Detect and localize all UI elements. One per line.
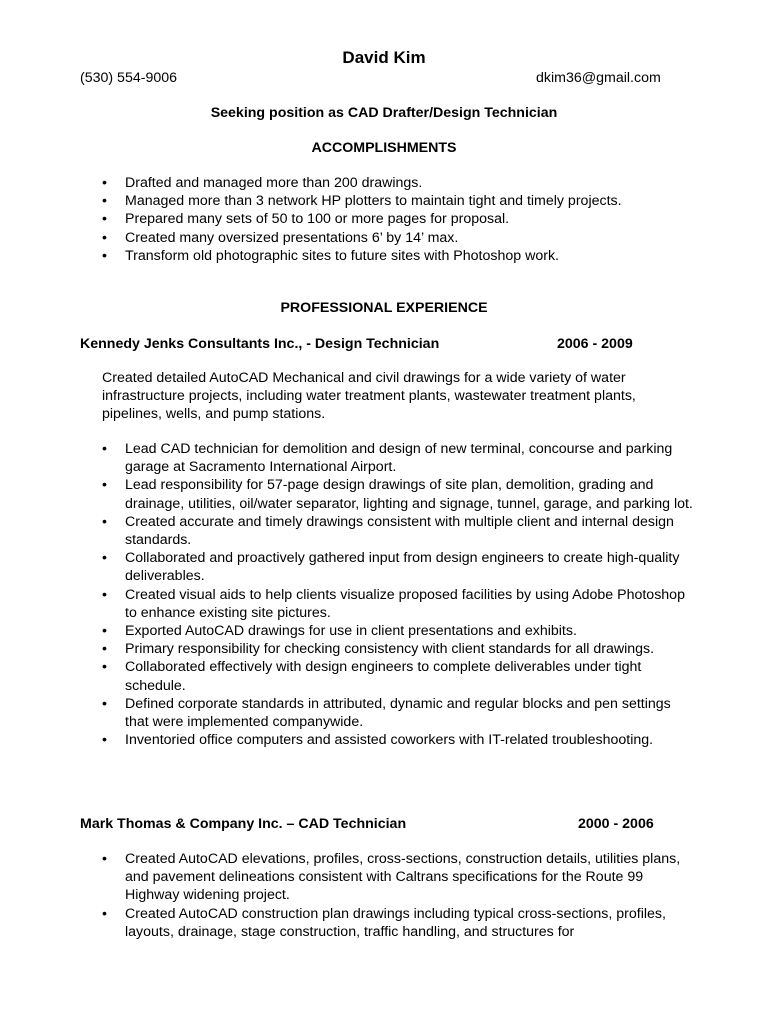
- list-item: • Inventoried office computers and assisted coworkers with IT-related troubleshooting.: [102, 732, 654, 749]
- job-title: Mark Thomas & Company Inc. – CAD Technician: [80, 816, 407, 832]
- list-item: • Created accurate and timely drawings consistent with multiple client and internal design standards.: [102, 513, 674, 549]
- list-item: • Lead responsibility for 57-page design drawings of site plan, demolition, grading and drainage, utilities, oil/water separator, lighting and signage, tunnel, garage, and parking lot.: [102, 477, 693, 512]
- bullet-icon: •: [102, 732, 107, 749]
- job-summary: Created detailed AutoCAD Mechanical and civil drawings for a wide variety of water infrastructure projects, including water treatment plants, wastewater treatment plants, pipelines, wells, and pump stations.: [102, 370, 636, 423]
- accomplishments-list: [0, 174, 695, 265]
- bullet-icon: •: [102, 211, 107, 228]
- bullet-icon: •: [102, 623, 107, 640]
- list-item: • Created AutoCAD elevations, profiles, cross-sections, construction details, utilities plans, and pavement delineations consistent with Caltrans specifications for the Route 99 Highway widening project.: [102, 851, 681, 904]
- job-title: Kennedy Jenks Consultants Inc., - Design Technician: [80, 336, 440, 352]
- list-item: • Exported AutoCAD drawings for use in client presentations and exhibits.: [102, 623, 577, 640]
- list-item: • Primary responsibility for checking consistency with client standards for all drawings.: [102, 641, 655, 658]
- list-item: • Collaborated and proactively gathered input from design engineers to create high-quality deliverables.: [102, 550, 680, 585]
- bullet-icon: •: [102, 550, 107, 567]
- bullet-icon: •: [102, 851, 107, 867]
- job-duties-list: [0, 850, 695, 941]
- list-item: • Transform old photographic sites to future sites with Photoshop work.: [102, 247, 559, 264]
- list-item: • Prepared many sets of 50 to 100 or more pages for proposal.: [102, 211, 510, 228]
- list-item: • Created AutoCAD construction plan drawings including typical cross-sections, profiles, layouts, drainage, stage construction, traffic handling, and structures for: [102, 905, 666, 940]
- bullet-icon: •: [102, 477, 107, 494]
- job-duties-list: [0, 440, 695, 749]
- job-dates: 2000 - 2006: [578, 816, 654, 832]
- bullet-icon: •: [102, 229, 107, 246]
- email-address: dkim36@gmail.com: [536, 70, 661, 86]
- bullet-icon: •: [102, 513, 107, 530]
- list-item: • Created visual aids to help clients visualize proposed facilities by using Adobe Photoshop to enhance existing site pictures.: [102, 586, 685, 621]
- bullet-icon: •: [102, 441, 107, 457]
- bullet-icon: •: [102, 641, 107, 658]
- bullet-icon: •: [102, 659, 107, 676]
- list-item: • Drafted and managed more than 200 drawings.: [102, 175, 423, 191]
- list-item: • Lead CAD technician for demolition and design of new terminal, concourse and parking garage at Sacramento International Airport.: [102, 441, 673, 476]
- objective: Seeking position as CAD Drafter/Design Technician: [210, 105, 558, 121]
- bullet-icon: •: [102, 586, 107, 603]
- list-item: • Collaborated effectively with design engineers to complete deliverables under tight schedule.: [102, 659, 642, 694]
- resume-name: David Kim: [342, 48, 426, 67]
- bullet-icon: •: [102, 175, 107, 191]
- bullet-icon: •: [102, 247, 107, 264]
- bullet-icon: •: [102, 193, 107, 210]
- bullet-icon: •: [102, 905, 107, 922]
- experience-heading: PROFESSIONAL EXPERIENCE: [280, 300, 488, 316]
- list-item: • Managed more than 3 network HP plotters to maintain tight and timely projects.: [102, 193, 622, 210]
- list-item: • Created many oversized presentations 6’ by 14’ max.: [102, 229, 459, 246]
- bullet-icon: •: [102, 695, 107, 712]
- job-dates: 2006 - 2009: [557, 336, 633, 352]
- phone-number: (530) 554-9006: [80, 70, 178, 86]
- accomplishments-heading: ACCOMPLISHMENTS: [311, 140, 457, 156]
- list-item: • Defined corporate standards in attributed, dynamic and regular blocks and pen settings that were implemented companywide.: [102, 695, 671, 731]
